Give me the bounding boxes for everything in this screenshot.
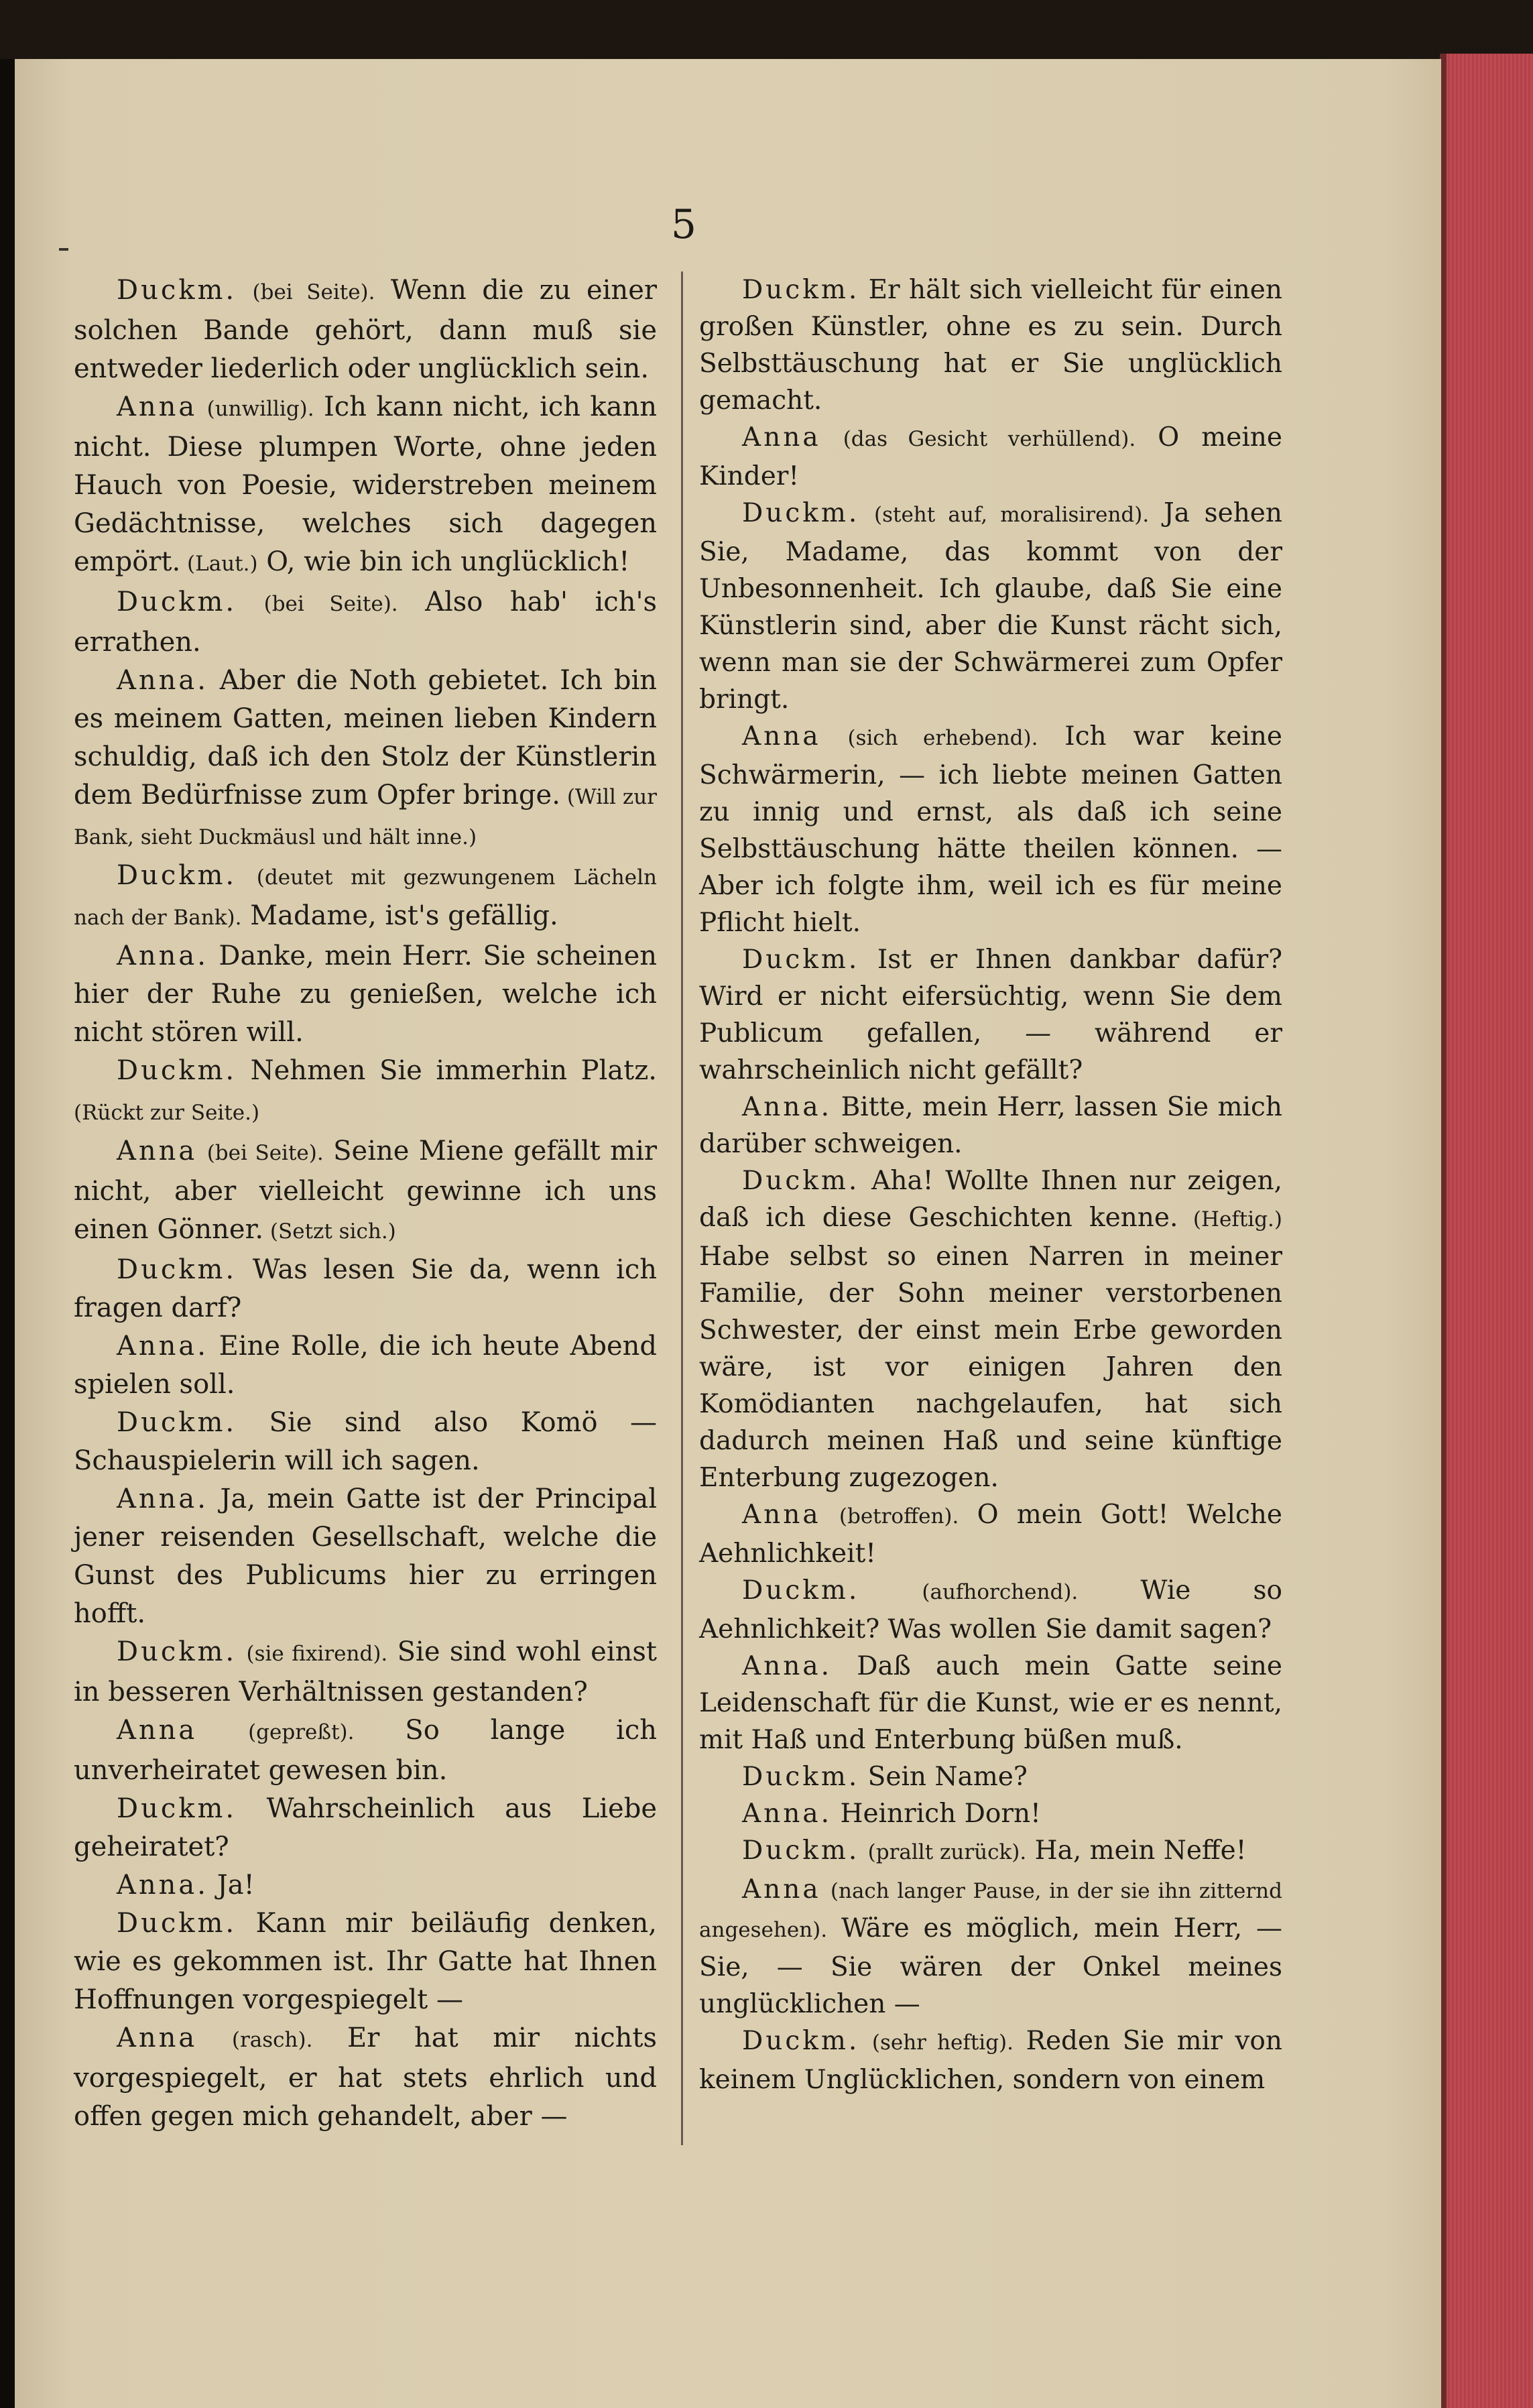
speaker-name: Duckm. xyxy=(742,1762,860,1792)
dialogue-paragraph xyxy=(74,1790,657,1866)
stage-direction: (steht auf, moralisirend). xyxy=(874,503,1150,527)
stage-direction: (sie fixirend). xyxy=(246,1642,388,1666)
speaker-name: Anna. xyxy=(117,1331,208,1362)
dialogue-paragraph xyxy=(74,1251,657,1327)
speaker-name: Duckm. xyxy=(742,1575,860,1606)
stage-direction: (betroffen). xyxy=(839,1504,959,1528)
stage-direction: (Laut.) xyxy=(180,552,258,576)
dialogue-text: Also hab' ich's errathen. xyxy=(74,587,657,658)
speaker-name: Duckm. xyxy=(117,1407,237,1438)
stage-direction: (gepreßt). xyxy=(248,1720,355,1744)
stage-direction: (sehr heftig). xyxy=(871,2031,1014,2055)
stage-direction: (nach langer Pause, in der sie ihn zitternd angesehen). xyxy=(699,1879,1282,1942)
dialogue-text: Ha, mein Neffe! xyxy=(1026,1835,1247,1866)
column-divider xyxy=(681,272,683,2145)
speaker-name: Duckm. xyxy=(117,1793,237,1824)
dialogue-text: Reden Sie mir von keinem Unglücklichen, sondern von einem xyxy=(699,2026,1282,2095)
stage-direction: (rasch). xyxy=(231,2028,313,2052)
dialogue-text: Er hält sich vielleicht für einen großen Künstler, ohne es zu sein. Durch Selbsttäuschung hat er Sie unglücklich gemacht. xyxy=(699,275,1282,416)
dialogue-paragraph xyxy=(699,1162,1282,1496)
speaker-name: Anna xyxy=(117,392,198,422)
dialogue-text: Ich kann nicht, ich kann nicht. Diese plumpen Worte, ohne jeden Hauch von Poesie, widerstreben meinem Gedächtnisse, welches sich dagegen empört. xyxy=(74,392,657,577)
speaker-name: Duckm. xyxy=(117,587,237,617)
speaker-name: Anna xyxy=(117,1136,198,1166)
dialogue-text: Eine Rolle, die ich heute Abend spielen soll. xyxy=(74,1331,657,1400)
stage-direction: (Will zur Bank, sieht Duckmäusl und hält inne.) xyxy=(74,785,657,849)
stage-direction: (Rückt zur Seite.) xyxy=(74,1101,260,1125)
stage-direction: (Setzt sich.) xyxy=(263,1219,396,1244)
dialogue-text: O mein Gott! Welche Aehnlichkeit! xyxy=(699,1500,1282,1569)
dialogue-text: Ja sehen Sie, Madame, das kommt von der Unbesonnenheit. Ich glaube, daß Sie eine Künstlerin sind, aber die Kunst rächt sich, wenn man sie der Schwärmerei zum Opfer bringt. xyxy=(699,498,1283,715)
dialogue-text: Ja! xyxy=(208,1870,255,1901)
dialogue-text: Ja, mein Gatte ist der Principal jener reisenden Gesellschaft, welche die Gunst des Publicums hier zu erringen hofft. xyxy=(74,1484,657,1629)
speaker-name: Duckm. xyxy=(117,1055,237,1086)
dialogue-text: Habe selbst so einen Narren in meiner Familie, der Sohn meiner verstorbenen Schwester, der einst mein Erbe geworden wäre, ist vor einigen Jahren den Komödianten nachgelaufen, hat sich dadurch meinen Haß und seine künftige Enterbung zugezogen. xyxy=(699,1242,1282,1493)
stage-direction: (prallt zurück). xyxy=(867,1840,1027,1864)
left-column xyxy=(74,272,657,2136)
right-column xyxy=(699,272,1282,2098)
dialogue-text: Sie sind wohl einst in besseren Verhältnissen gestanden? xyxy=(74,1636,657,1707)
dialogue-text: Ist er Ihnen dankbar dafür? Wird er nicht eifersüchtig, wenn Sie dem Publicum gefallen, — während er wahrscheinlich nicht gefällt? xyxy=(699,945,1282,1085)
speaker-name: Duckm. xyxy=(742,1835,860,1866)
speaker-name: Duckm. xyxy=(742,498,860,528)
speaker-name: Anna xyxy=(742,422,821,453)
speaker-name: Duckm. xyxy=(117,275,237,306)
dialogue-text: Wenn die zu einer solchen Bande gehört, dann muß sie entweder liederlich oder unglücklich sein. xyxy=(74,275,657,384)
dialogue-text: Sein Name? xyxy=(859,1762,1028,1792)
speaker-name: Anna xyxy=(742,1500,821,1530)
speaker-name: Duckm. xyxy=(117,1254,237,1285)
dialogue-paragraph xyxy=(74,2019,657,2136)
dialogue-paragraph xyxy=(74,388,657,583)
dialogue-paragraph xyxy=(74,1132,657,1251)
margin-mark xyxy=(59,248,68,251)
dialogue-paragraph xyxy=(74,662,657,857)
dialogue-paragraph xyxy=(699,1795,1282,1832)
speaker-name: Anna. xyxy=(117,665,208,696)
dialogue-paragraph xyxy=(699,1572,1282,1648)
dialogue-text: Danke, mein Herr. Sie scheinen hier der Ruhe zu genießen, welche ich nicht stören will. xyxy=(74,941,657,1048)
dialogue-text: Kann mir beiläufig denken, wie es gekommen ist. Ihr Gatte hat Ihnen Hoffnungen vorgespiegelt — xyxy=(74,1908,657,2015)
speaker-name: Duckm. xyxy=(117,860,237,891)
book-gutter xyxy=(0,59,15,2408)
stage-direction: (Heftig.) xyxy=(1178,1207,1282,1231)
page-edges xyxy=(1441,54,1533,2408)
speaker-name: Anna xyxy=(117,2023,198,2053)
stage-direction: (bei Seite). xyxy=(263,592,398,616)
dialogue-paragraph xyxy=(699,1758,1282,1795)
speaker-name: Anna. xyxy=(742,1799,833,1829)
dialogue-paragraph xyxy=(74,1905,657,2019)
speaker-name: Anna. xyxy=(117,1870,208,1901)
dialogue-paragraph xyxy=(699,1496,1282,1572)
stage-direction: (bei Seite). xyxy=(206,1141,324,1165)
dialogue-text: Was lesen Sie da, wenn ich fragen darf? xyxy=(74,1254,657,1323)
dialogue-paragraph xyxy=(699,495,1282,718)
speaker-name: Duckm. xyxy=(117,1636,237,1667)
dialogue-text: Wie so Aehnlichkeit? Was wollen Sie damit sagen? xyxy=(699,1575,1282,1644)
dialogue-paragraph xyxy=(699,941,1282,1089)
dialogue-paragraph xyxy=(699,1089,1282,1162)
dialogue-text: Daß auch mein Gatte seine Leidenschaft für die Kunst, wie er es nennt, mit Haß und Enterbung büßen muß. xyxy=(699,1651,1282,1755)
dialogue-text: O, wie bin ich unglücklich! xyxy=(257,546,630,577)
dialogue-text: Bitte, mein Herr, lassen Sie mich darüber schweigen. xyxy=(699,1092,1282,1159)
speaker-name: Anna xyxy=(742,1874,821,1905)
speaker-name: Duckm. xyxy=(742,275,860,305)
dialogue-text: Ich war keine Schwärmerin, — ich liebte meinen Gatten zu innig und ernst, als daß ich seine Selbsttäuschung hätte theilen können. — Aber ich folgte ihm, weil ich es für meine Pflicht hielt. xyxy=(699,721,1282,938)
speaker-name: Anna. xyxy=(117,1484,208,1514)
dialogue-text: Sie sind also Komö — Schauspielerin will ich sagen. xyxy=(74,1407,657,1476)
speaker-name: Anna xyxy=(742,721,821,751)
dialogue-paragraph xyxy=(74,1633,657,1711)
dialogue-paragraph xyxy=(74,583,657,662)
speaker-name: Anna. xyxy=(117,941,208,971)
stage-direction: (unwillig). xyxy=(206,397,314,421)
dialogue-text: Seine Miene gefällt mir nicht, aber vielleicht gewinne ich uns einen Gönner. xyxy=(74,1136,658,1245)
dialogue-text: Madame, ist's gefällig. xyxy=(241,900,558,931)
dialogue-text: O meine Kinder! xyxy=(699,422,1283,491)
speaker-name: Anna xyxy=(117,1715,198,1746)
dialogue-paragraph xyxy=(74,1327,657,1404)
dialogue-text: Aber die Noth gebietet. Ich bin es meinem Gatten, meinen lieben Kindern schuldig, daß ich den Stolz der Künstlerin dem Bedürfnisse zum Opfer bringe. xyxy=(74,665,657,810)
dialogue-text: Wahrscheinlich aus Liebe geheiratet? xyxy=(74,1793,657,1862)
dialogue-text: Wäre es möglich, mein Herr, — Sie, — Sie wären der Onkel meines unglücklichen — xyxy=(699,1913,1282,2019)
dialogue-paragraph xyxy=(74,1711,657,1790)
speaker-name: Duckm. xyxy=(742,945,860,975)
dialogue-paragraph xyxy=(699,1871,1282,2023)
dialogue-paragraph xyxy=(74,857,657,937)
dialogue-paragraph xyxy=(699,2023,1282,2098)
speaker-name: Duckm. xyxy=(117,1908,237,1939)
dialogue-paragraph xyxy=(74,1404,657,1480)
stage-direction: (sich erhebend). xyxy=(847,726,1038,750)
dialogue-text: Aha! Wollte Ihnen nur zeigen, daß ich diese Geschichten kenne. xyxy=(699,1166,1282,1233)
dialogue-paragraph xyxy=(699,419,1282,495)
dialogue-paragraph xyxy=(74,937,657,1052)
dialogue-paragraph xyxy=(74,1480,657,1633)
dialogue-text: Nehmen Sie immerhin Platz. xyxy=(237,1055,657,1086)
dialogue-paragraph xyxy=(74,1052,657,1132)
dialogue-paragraph xyxy=(74,272,657,388)
dialogue-paragraph xyxy=(699,1832,1282,1871)
speaker-name: Anna. xyxy=(742,1092,833,1122)
speaker-name: Duckm. xyxy=(742,1166,860,1196)
stage-direction: (das Gesicht verhüllend). xyxy=(843,427,1136,451)
dialogue-paragraph xyxy=(699,718,1282,941)
dialogue-paragraph xyxy=(699,272,1282,419)
speaker-name: Duckm. xyxy=(742,2026,860,2056)
dialogue-text: Heinrich Dorn! xyxy=(832,1799,1041,1829)
dialogue-text: Er hat mir nichts vorgespiegelt, er hat stets ehrlich und offen gegen mich gehandelt, aber — xyxy=(74,2023,657,2132)
speaker-name: Anna. xyxy=(742,1651,833,1681)
dialogue-paragraph xyxy=(74,1866,657,1905)
page-number: 5 xyxy=(670,201,697,248)
dialogue-paragraph xyxy=(699,1648,1282,1758)
stage-direction: (bei Seite). xyxy=(252,280,375,304)
stage-direction: (aufhorchend). xyxy=(922,1580,1079,1604)
stage-direction: (deutet mit gezwungenem Lächeln nach der Bank). xyxy=(74,865,657,930)
dialogue-text: So lange ich unverheiratet gewesen bin. xyxy=(74,1715,658,1786)
